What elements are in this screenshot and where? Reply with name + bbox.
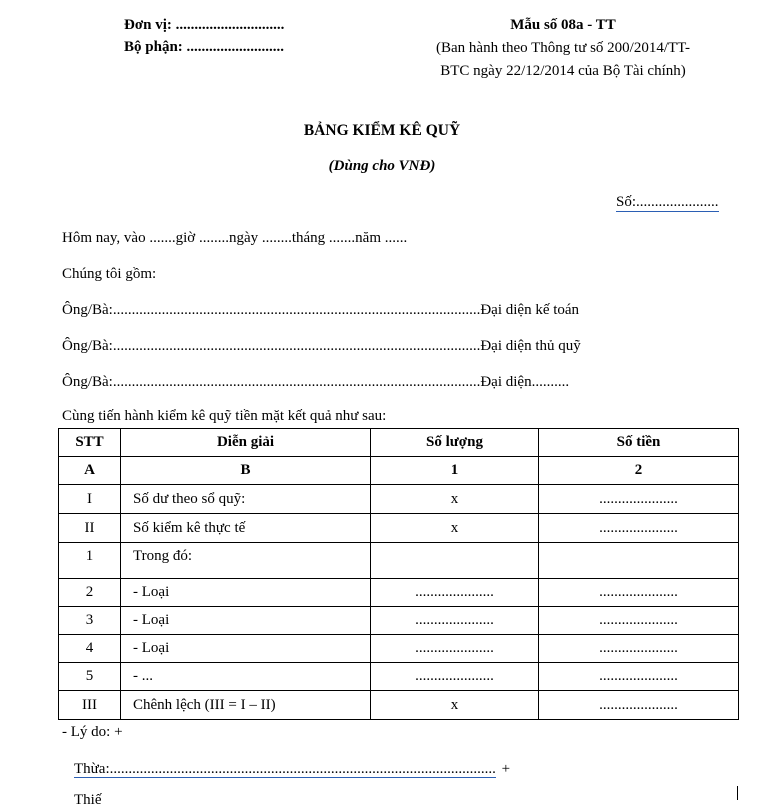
table-row xyxy=(59,579,739,607)
table-header-row xyxy=(59,429,739,457)
form-number: Mẫu số 08a - TT xyxy=(510,17,616,33)
row-amount: ..................... xyxy=(539,514,739,543)
unit-info xyxy=(124,14,284,58)
row-description: - ... xyxy=(121,663,371,691)
table-row xyxy=(59,514,739,543)
header-amount: Số tiền xyxy=(539,429,739,457)
row-quantity: ..................... xyxy=(371,579,539,607)
inventory-table xyxy=(58,428,739,720)
row-stt: 5 xyxy=(59,663,121,691)
row-amount: ..................... xyxy=(539,607,739,635)
department-label: Bộ phận: .......................... xyxy=(124,39,285,55)
table-row xyxy=(59,607,739,635)
row-description: - Loại xyxy=(121,635,371,663)
code-a: A xyxy=(59,457,121,485)
document-title: BẢNG KIỂM KÊ QUỸ xyxy=(303,122,461,139)
table-row xyxy=(59,485,739,514)
member-representative: Ông/Bà:..................................................................................................Đại diện.......... xyxy=(62,374,570,390)
row-quantity: ..................... xyxy=(371,635,539,663)
row-stt: 2 xyxy=(59,579,121,607)
issued-line-2: BTC ngày 22/12/2014 của Bộ Tài chính) xyxy=(440,63,686,79)
document-number: Số:...................... xyxy=(616,194,719,210)
form-info xyxy=(398,14,728,83)
surplus-dots: ....................................................................................................... xyxy=(109,761,496,777)
table-code-row xyxy=(59,457,739,485)
document-subtitle: (Dùng cho VNĐ) xyxy=(328,158,436,174)
result-intro: Cùng tiến hành kiểm kê quỹ tiền mặt kết quả như sau: xyxy=(62,408,387,424)
row-quantity xyxy=(371,543,539,579)
row-description: - Loại xyxy=(121,607,371,635)
surplus-plus: + xyxy=(501,761,511,777)
code-2: 2 xyxy=(539,457,739,485)
member-cashier: Ông/Bà:..................................................................................................Đại diện thủ quỹ xyxy=(62,338,581,354)
date-line: Hôm nay, vào .......giờ ........ngày ........tháng .......năm ...... xyxy=(62,230,408,246)
row-quantity: x xyxy=(371,691,539,720)
row-description: Trong đó: xyxy=(121,543,371,579)
row-amount: ..................... xyxy=(539,579,739,607)
member-accountant: Ông/Bà:..................................................................................................Đại diện kế toán xyxy=(62,302,580,318)
row-amount: ..................... xyxy=(539,635,739,663)
row-stt: II xyxy=(59,514,121,543)
header-description: Diễn giải xyxy=(121,429,371,457)
row-stt: III xyxy=(59,691,121,720)
row-stt: 3 xyxy=(59,607,121,635)
header-stt: STT xyxy=(59,429,121,457)
code-1: 1 xyxy=(371,457,539,485)
shortage-partial: Thiế xyxy=(74,792,102,808)
row-stt: 1 xyxy=(59,543,121,579)
row-amount: ..................... xyxy=(539,691,739,720)
table-row xyxy=(59,543,739,579)
row-quantity: ..................... xyxy=(371,607,539,635)
margin-bar xyxy=(737,786,738,800)
row-amount: ..................... xyxy=(539,485,739,514)
row-quantity: x xyxy=(371,514,539,543)
row-stt: I xyxy=(59,485,121,514)
surplus-label: Thừa: xyxy=(74,761,110,777)
row-description: Chênh lệch (III = I – II) xyxy=(121,691,371,720)
table-row xyxy=(59,663,739,691)
code-b: B xyxy=(121,457,371,485)
header-quantity: Số lượng xyxy=(371,429,539,457)
members-intro: Chúng tôi gồm: xyxy=(62,266,157,282)
row-amount xyxy=(539,543,739,579)
table-row xyxy=(59,635,739,663)
row-description: Số dư theo sổ quỹ: xyxy=(121,485,371,514)
unit-label: Đơn vị: ............................. xyxy=(124,17,285,33)
surplus-line xyxy=(74,761,510,778)
row-quantity: ..................... xyxy=(371,663,539,691)
row-description: Số kiểm kê thực tế xyxy=(121,514,371,543)
table-row xyxy=(59,691,739,720)
row-description: - Loại xyxy=(121,579,371,607)
row-quantity: x xyxy=(371,485,539,514)
row-amount: ..................... xyxy=(539,663,739,691)
reason-line: - Lý do: + xyxy=(62,724,123,740)
issued-line-1: (Ban hành theo Thông tư số 200/2014/TT- xyxy=(436,40,690,56)
row-stt: 4 xyxy=(59,635,121,663)
